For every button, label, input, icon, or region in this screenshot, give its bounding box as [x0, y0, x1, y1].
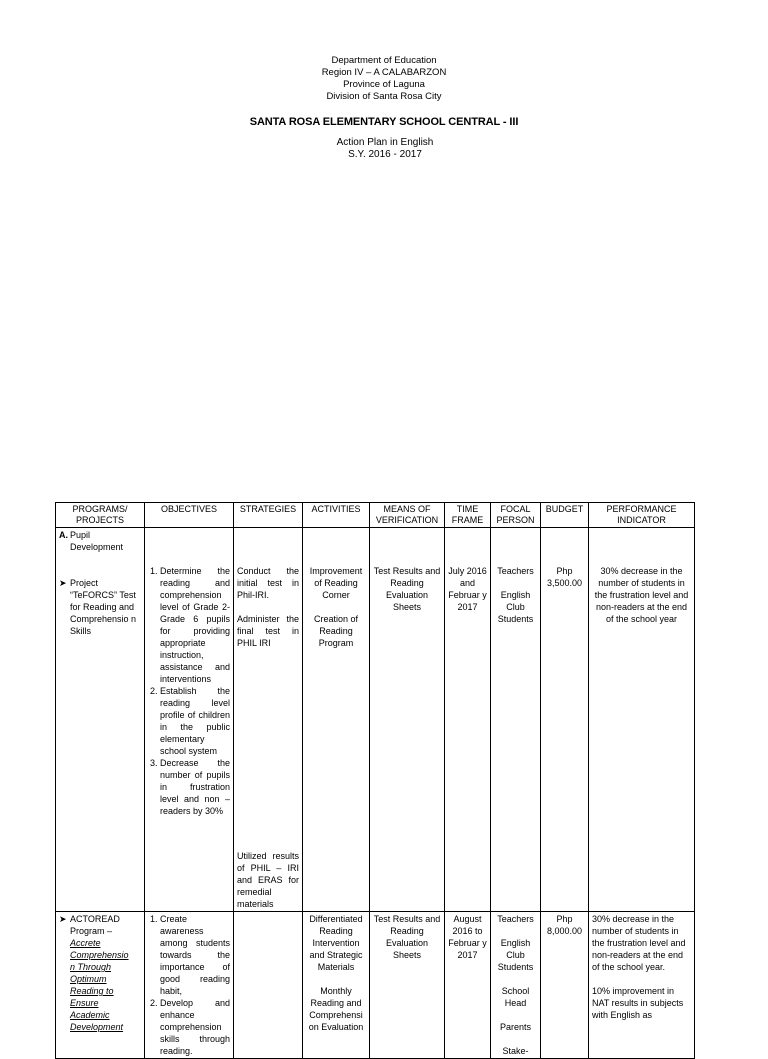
focal-person-text: School Head [501, 986, 530, 1008]
program-name [70, 913, 129, 1033]
program-item [59, 577, 141, 637]
strategy-text: Administer the final test in PHIL IRI [237, 614, 299, 648]
header-line: Region IV – A CALABARZON [321, 67, 447, 78]
activity-text: Monthly Reading and Comprehensi on Evaluation [308, 986, 364, 1032]
focal-person-cell [491, 912, 541, 1059]
program-line: Program – [70, 926, 113, 936]
time-frame-text: August 2016 to Februar y 2017 [448, 914, 487, 960]
column-header: STRATEGIES [234, 503, 303, 528]
table-header-row [56, 503, 695, 528]
plan-title: Action Plan in English [336, 137, 434, 148]
program-item [59, 913, 141, 1033]
budget-cell [541, 528, 589, 912]
column-header: MEANS OF VERIFICATION [370, 503, 445, 528]
objectives-list [148, 913, 230, 1057]
objectives-cell [145, 912, 234, 1059]
indicator-cell [589, 528, 695, 912]
acronym-word: Optimum [70, 974, 107, 984]
column-header: PERFORMANCE INDICATOR [589, 503, 695, 528]
plan-title-block [270, 137, 500, 161]
programs-cell [56, 912, 145, 1059]
time-frame-cell [445, 912, 491, 1059]
table-row [56, 912, 695, 1059]
header-line: Province of Laguna [343, 79, 425, 90]
column-header: BUDGET [541, 503, 589, 528]
strategies-cell [234, 912, 303, 1059]
activities-cell [303, 912, 370, 1059]
school-year: S.Y. 2016 - 2017 [348, 149, 422, 160]
budget-text: Php 3,500.00 [546, 566, 583, 588]
column-header: TIME FRAME [445, 503, 491, 528]
verification-text: Test Results and Reading Evaluation Sheets [373, 914, 441, 960]
focal-person-text: Parents [499, 1022, 532, 1032]
acronym-word: Comprehensio [70, 950, 129, 960]
focal-person-cell [491, 528, 541, 912]
header-line: Division of Santa Rosa City [326, 91, 442, 102]
section-label: Pupil Development [70, 530, 124, 552]
strategies-cell [234, 528, 303, 912]
verification-cell [370, 912, 445, 1059]
column-header: FOCAL PERSON [491, 503, 541, 528]
focal-person-text: Teachers [497, 566, 534, 576]
objectives-list [148, 565, 230, 817]
school-name: SANTA ROSA ELEMENTARY SCHOOL CENTRAL - III [249, 116, 519, 128]
objective-item: 3. Decrease the number of pupils in frustration level and non – readers by 30% [160, 757, 230, 817]
document-header [60, 55, 708, 103]
objective-item: 1. Create awareness among students towards the importance of good reading habit, [160, 913, 230, 997]
column-header: ACTIVITIES [303, 503, 370, 528]
objective-item: 1. Determine the reading and comprehension level of Grade 2-Grade 6 pupils for providing appropriate instruction, assistance and interventions [160, 565, 230, 685]
activities-cell [303, 528, 370, 912]
programs-cell [56, 528, 145, 912]
verification-text: Test Results and Reading Evaluation Sheets [373, 566, 441, 612]
column-header: PROGRAMS/ PROJECTS [56, 503, 145, 528]
section-heading [59, 529, 141, 553]
section-letter: A. [59, 530, 68, 540]
program-name: Project “TeFORCS” Test for Reading and Comprehensio n Skills [70, 578, 137, 636]
acronym-word: Academic [70, 1010, 110, 1020]
indicator-text: 30% decrease in the number of students in the frustration level and non-readers at the end of the school year. [592, 914, 686, 972]
budget-cell [541, 912, 589, 1059]
header-line: Department of Education [331, 55, 437, 66]
program-line: ACTOREAD [70, 914, 120, 924]
acronym-word: Accrete [70, 938, 101, 948]
table-row [56, 528, 695, 912]
focal-person-text: Stake- [502, 1046, 529, 1056]
activity-text: Improvement of Reading Corner [309, 566, 363, 600]
acronym-word: Ensure [70, 998, 99, 1008]
time-frame-cell [445, 528, 491, 912]
acronym-word: n Through [70, 962, 112, 972]
acronym-word: Development [70, 1022, 124, 1032]
strategy-text: Utilized results of PHIL – IRI and ERAS for remedial materials [237, 851, 299, 909]
focal-person-text: English Club Students [497, 590, 534, 624]
acronym-word: Reading to [70, 986, 114, 996]
objectives-cell [145, 528, 234, 912]
column-header: OBJECTIVES [145, 503, 234, 528]
focal-person-text: English Club Students [497, 938, 534, 972]
verification-cell [370, 528, 445, 912]
objective-item: 2. Develop and enhance comprehension skills through reading. [160, 997, 230, 1057]
objective-item: 2. Establish the reading level profile of children in the public elementary school system [160, 685, 230, 757]
indicator-text: 10% improvement in NAT results in subjects with English as [592, 986, 684, 1020]
indicator-text: 30% decrease in the number of students in the frustration level and non-readers at the end of the school year [594, 566, 689, 624]
arrow-bullet-icon: ➤ [59, 578, 67, 588]
activity-text: Differentiated Reading Intervention and Strategic Materials [309, 914, 363, 972]
arrow-bullet-icon: ➤ [59, 914, 67, 924]
action-plan-table [55, 502, 695, 1059]
indicator-cell [589, 912, 695, 1059]
focal-person-text: Teachers [497, 914, 534, 924]
activity-text: Creation of Reading Program [313, 614, 359, 648]
budget-text: Php 8,000.00 [546, 914, 583, 936]
time-frame-text: July 2016 and Februar y 2017 [448, 566, 487, 612]
strategy-text: Conduct the initial test in Phil-IRI. [237, 566, 299, 600]
